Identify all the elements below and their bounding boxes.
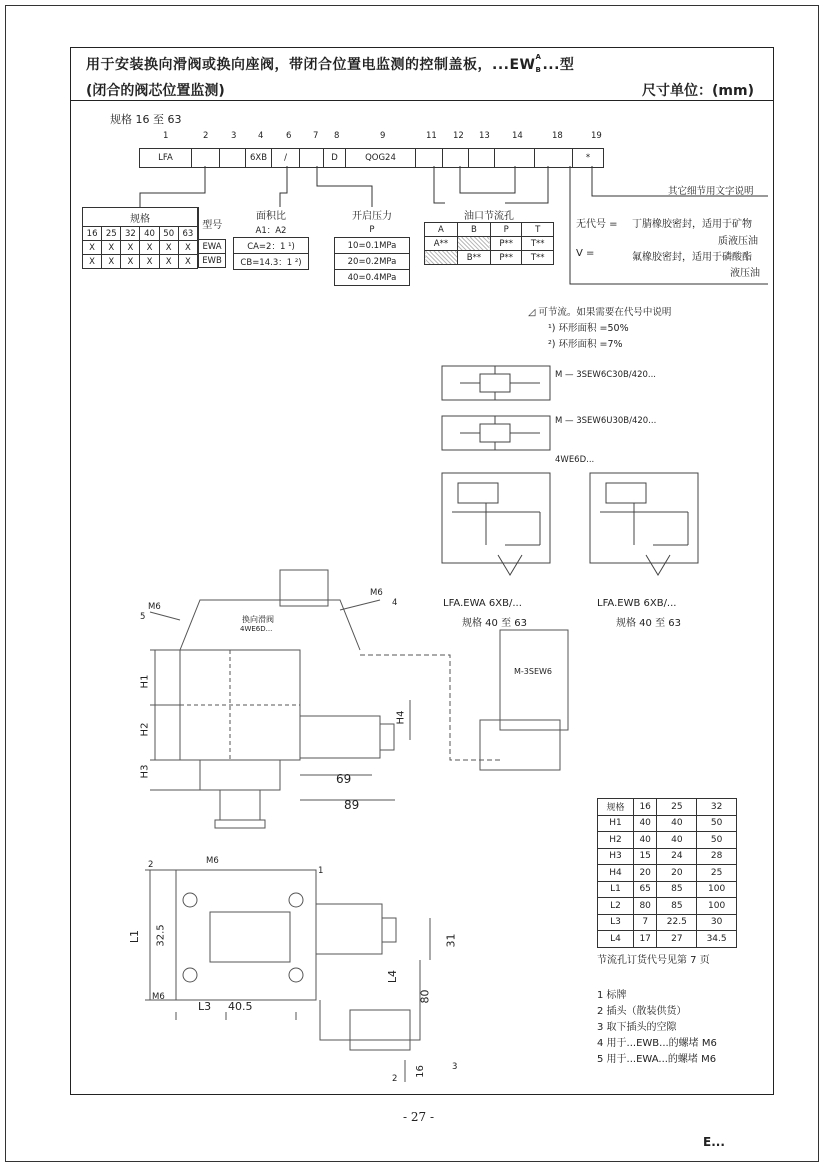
mark-cell: X: [83, 255, 102, 269]
pos-13: 13: [479, 131, 490, 141]
ewa-label: LFA.EWA 6XB/...: [443, 598, 522, 609]
dim-h2: H2: [139, 722, 151, 737]
dim-table-note: 节流孔订货代号见第 7 页: [597, 955, 710, 966]
pos-3: 3: [231, 131, 237, 141]
units-label: 尺寸单位：(mm): [642, 83, 754, 99]
throttle-col: T: [522, 223, 554, 237]
legend-item: 1 标牌: [597, 990, 627, 1001]
valve-sub: 4WE6D...: [240, 625, 273, 633]
throttle-cell: B**: [457, 251, 490, 265]
pressure-title: 开启压力: [352, 211, 392, 222]
legend-item: 2 插头（散装供货）: [597, 1006, 687, 1017]
legend-item: 3 取下插头的空隙: [597, 1022, 677, 1033]
page-subtitle: (闭合的阀芯位置监测): [86, 83, 225, 99]
dim-32-5: 32.5: [155, 924, 167, 947]
dim-h1: H1: [139, 674, 151, 689]
size-cell: 25: [102, 227, 121, 241]
pos-12: 12: [453, 131, 464, 141]
mark-cell: X: [121, 241, 140, 255]
dim-header: 32: [697, 799, 737, 816]
callout-3: 3: [452, 1062, 458, 1072]
pos-2: 2: [203, 131, 209, 141]
pressure-sub: P: [335, 222, 410, 238]
code-cell: *: [585, 153, 591, 163]
area-ratio-title: 面积比: [256, 211, 286, 222]
type-label: 型号: [199, 207, 226, 240]
pressure-row: 10=0.1MPa: [335, 238, 410, 254]
seal-code: V =: [576, 248, 595, 259]
dim-h4: H4: [395, 710, 407, 725]
page-title: 用于安装换向滑阀或换向座阀，带闭合位置电监测的控制盖板，...EW A B ...型: [86, 53, 575, 74]
symbol-1-label: M — 3SEW6C30B/420...: [555, 370, 656, 380]
pos-6: 6: [286, 131, 292, 141]
label-m6-right: M6: [370, 588, 383, 598]
mark-cell: X: [140, 241, 159, 255]
m3sew6-label: M-3SEW6: [514, 667, 553, 676]
throttle-cell: A**: [425, 237, 458, 251]
label-m6-plan: M6: [206, 856, 219, 866]
throttle-note: ◿ 可节流。如果需要在代号中说明: [528, 307, 672, 318]
code-cell: LFA: [140, 149, 192, 167]
dim-40-5: 40.5: [228, 1000, 253, 1013]
area-ratio-row: CA=2：1 ¹): [234, 238, 309, 254]
throttle-cell: T**: [522, 251, 554, 265]
pos-4: 4: [258, 131, 264, 141]
pos-18: 18: [552, 131, 563, 141]
dim-31: 31: [444, 933, 458, 948]
callout-5: 5: [140, 612, 146, 622]
code-cell: QOG24: [346, 149, 416, 167]
symbol-3-label: 4WE6D...: [555, 455, 595, 465]
callout-2-top: 2: [148, 860, 154, 870]
dimension-table: [597, 798, 737, 948]
pos-19: 19: [591, 131, 602, 141]
valve-label: 换向滑阀: [242, 615, 274, 624]
mark-cell: X: [102, 255, 121, 269]
size-cell: 63: [178, 227, 197, 241]
seal-code: 无代号 =: [576, 219, 618, 230]
dim-header: 25: [657, 799, 697, 816]
symbol-2-label: M — 3SEW6U30B/420...: [555, 416, 657, 426]
seal-text: 丁腈橡胶密封，适用于矿物: [632, 219, 752, 230]
mark-cell: X: [83, 241, 102, 255]
pos-8: 8: [334, 131, 340, 141]
dim-l3: L3: [198, 1000, 212, 1013]
throttle-cell: P**: [490, 237, 521, 251]
label-m6-plan-2: M6: [152, 992, 165, 1002]
mark-cell: X: [140, 255, 159, 269]
pos-9: 9: [380, 131, 386, 141]
pos-14: 14: [512, 131, 523, 141]
size-cell: 40: [140, 227, 159, 241]
table-row: H1 40 40 50: [598, 815, 737, 832]
seal-text: 质液压油: [718, 236, 758, 247]
mark-cell: X: [102, 241, 121, 255]
page-number: - 27 -: [403, 1110, 435, 1124]
mark-cell: X: [159, 241, 178, 255]
mark-cell: X: [178, 255, 197, 269]
dim-l1: L1: [128, 929, 142, 944]
dim-header: 规格: [598, 799, 634, 816]
size-cell: 32: [121, 227, 140, 241]
callout-1: 1: [318, 866, 324, 876]
throttle-col: P: [490, 223, 521, 237]
table-row: H4 20 20 25: [598, 865, 737, 882]
pos-11: 11: [426, 131, 437, 141]
size-range: 规格 16 至 63: [110, 113, 182, 126]
throttle-cell: P**: [490, 251, 521, 265]
callout-4: 4: [392, 598, 398, 608]
table-row: L1 65 85 100: [598, 881, 737, 898]
area-ratio-row: CB=14.3：1 ²): [234, 254, 309, 270]
note-1: ¹) 环形面积 =50%: [548, 323, 629, 334]
seal-text: 液压油: [730, 268, 760, 279]
dim-h3: H3: [139, 764, 151, 779]
seal-text: 氟橡胶密封，适用于磷酸酯: [632, 252, 752, 263]
type-ewa: EWA: [199, 240, 226, 254]
size-cell: 50: [159, 227, 178, 241]
further-details-label: 其它细节用文字说明: [668, 186, 754, 197]
throttle-symbol-icon: ◿: [528, 307, 536, 318]
ewa-size: 规格 40 至 63: [462, 618, 527, 629]
dim-16: 16: [414, 1065, 426, 1078]
pos-1: 1: [163, 131, 169, 141]
legend-item: 5 用于...EWA...的螺堵 M6: [597, 1054, 717, 1065]
throttle-col: A: [425, 223, 458, 237]
mark-cell: X: [121, 255, 140, 269]
table-row: L3 7 22.5 30: [598, 914, 737, 931]
pressure-row: 40=0.4MPa: [335, 270, 410, 286]
dim-89: 89: [344, 798, 360, 812]
mark-cell: X: [178, 241, 197, 255]
pressure-row: 20=0.2MPa: [335, 254, 410, 270]
throttle-col: B: [457, 223, 490, 237]
ewb-label: LFA.EWB 6XB/...: [597, 598, 677, 609]
type-ewb: EWB: [199, 254, 226, 268]
dim-header: 16: [633, 799, 657, 816]
label-m6-left: M6: [148, 602, 161, 612]
mark-cell: X: [159, 255, 178, 269]
throttle-title: 油口节流孔: [425, 207, 554, 223]
ewb-size: 规格 40 至 63: [616, 618, 681, 629]
pos-7: 7: [313, 131, 319, 141]
throttle-cell: T**: [522, 237, 554, 251]
table-row: L2 80 85 100: [598, 898, 737, 915]
legend-item: 4 用于...EWB...的螺堵 M6: [597, 1038, 717, 1049]
dim-69: 69: [336, 772, 352, 786]
note-2: ²) 环形面积 =7%: [548, 339, 623, 350]
code-cell: D: [324, 149, 346, 167]
table-row: L4 17 27 34.5: [598, 931, 737, 948]
table-row: H3 15 24 28: [598, 848, 737, 865]
table-row: H2 40 40 50: [598, 832, 737, 849]
dim-80: 80: [418, 989, 432, 1004]
size-cell: 16: [83, 227, 102, 241]
area-ratio-sub: A1：A2: [234, 222, 309, 238]
code-cell: 6XB: [246, 149, 272, 167]
code-cell: /: [272, 149, 300, 167]
dim-l4: L4: [386, 969, 400, 984]
footer-mark: E...: [703, 1135, 725, 1149]
callout-2: 2: [392, 1074, 398, 1084]
size-table-title: 规格: [83, 208, 198, 227]
